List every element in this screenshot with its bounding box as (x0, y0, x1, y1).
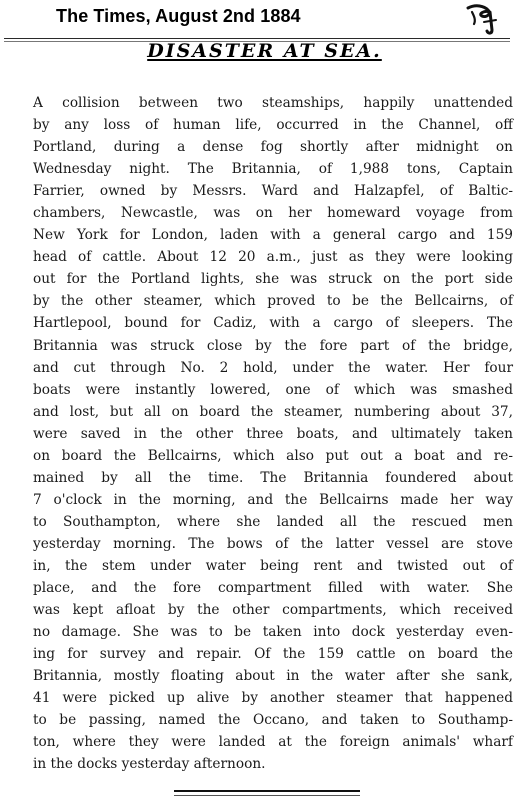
article-line: no damage. She was to be taken into dock yesterday even- (33, 624, 513, 641)
article-line: and lost, but all on board the steamer, numbering about 37, (33, 403, 513, 420)
article-line: chambers, Newcastle, was on her homeward voyage from (33, 205, 513, 222)
article-body (33, 92, 513, 775)
masthead (0, 2, 529, 32)
article-line: Hartlepool, bound for Cadiz, with a cargo of sleepers. The (33, 315, 513, 332)
article-line: was kept afloat by the other compartments, which received (33, 602, 513, 619)
article-line: by the other steamer, which proved to be the Bellcairns, of (33, 293, 513, 310)
article-line: head of cattle. About 12 20 a.m., just as they were looking (33, 249, 513, 266)
bottom-rule (174, 790, 360, 792)
article-line: Wednesday night. The Britannia, of 1,988 tons, Captain (33, 161, 513, 178)
article-line: on board the Bellcairns, which also put out a boat and re- (33, 447, 513, 464)
headline: DISASTER AT SEA. (147, 40, 382, 62)
article-line: to Southampton, where she landed all the rescued men (33, 513, 513, 530)
article-line: by any loss of human life, occurred in the Channel, off (33, 117, 513, 134)
bottom-rule-secondary (174, 795, 360, 796)
article-line: mained by all the time. The Britannia foundered about (33, 469, 513, 486)
article-line: ton, where they were landed at the foreign animals' wharf (33, 734, 513, 751)
article-line: in, the stem under water being rent and twisted out of (33, 557, 513, 574)
article-line: A collision between two steamships, happily unattended (33, 95, 513, 111)
article-line: out for the Portland lights, she was struck on the port side (33, 271, 513, 288)
article-line: and cut through No. 2 hold, under the water. Her four (33, 359, 513, 376)
article-line: Portland, during a dense fog shortly after midnight on (33, 139, 513, 156)
article-line: New York for London, laden with a general cargo and 159 (33, 227, 513, 244)
article-line: place, and the fore compartment filled with water. She (33, 580, 513, 597)
article-line: 7 o'clock in the morning, and the Bellcairns made her way (33, 491, 513, 508)
article-line: in the docks yesterday afternoon. (33, 756, 266, 773)
article-line: to be passing, named the Occano, and taken to Southamp- (33, 712, 513, 729)
article-line: were saved in the other three boats, and ultimately taken (33, 425, 513, 442)
masthead-title: The Times, August 2nd 1884 (56, 6, 301, 26)
cursive-corner-mark-icon (462, 2, 502, 36)
article-line: Farrier, owned by Messrs. Ward and Halzapfel, of Baltic- (33, 183, 513, 200)
article-line: boats were instantly lowered, one of which was smashed (33, 381, 513, 398)
article-line: 41 were picked up alive by another steamer that happened (33, 690, 513, 707)
article-line: Britannia was struck close by the fore part of the bridge, (33, 337, 513, 354)
article-line: ing for survey and repair. Of the 159 cattle on board the (33, 646, 513, 663)
article-line: Britannia, mostly floating about in the water after she sank, (33, 668, 513, 685)
top-rule (4, 38, 510, 39)
article-line: yesterday morning. The bows of the latter vessel are stove (33, 535, 513, 552)
